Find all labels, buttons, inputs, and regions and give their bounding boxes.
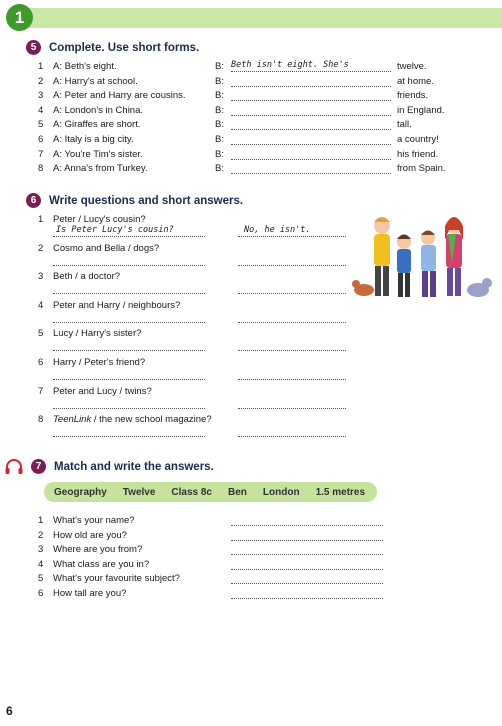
- ex5-item-ending: his friend.: [397, 148, 439, 160]
- ex6-answer-line[interactable]: [238, 312, 346, 323]
- ex6-item-number: 4: [38, 300, 44, 311]
- ex6-item-5: [38, 328, 141, 339]
- ex7-answer-line[interactable]: [231, 543, 383, 555]
- ex5-item-3: [38, 88, 428, 101]
- ex5-item-7: [38, 147, 438, 160]
- ex6-answer-line[interactable]: [238, 283, 346, 294]
- ex7-item-number: 3: [38, 544, 44, 555]
- ex6-question-line[interactable]: [53, 398, 205, 409]
- exercise-7-title: Match and write the answers.: [54, 460, 214, 473]
- ex5-item-8: [38, 161, 446, 174]
- ex5-answer-line[interactable]: [231, 162, 391, 174]
- ex6-item-number: 2: [38, 243, 44, 254]
- word-bank-item: Twelve: [122, 486, 156, 498]
- ex5-b-label: B:: [215, 90, 224, 102]
- ex6-item-number: 3: [38, 271, 44, 282]
- exercise-5-title: Complete. Use short forms.: [49, 41, 200, 54]
- unit-badge: 1: [6, 4, 33, 31]
- ex5-item-prompt: A: Harry's at school.: [53, 75, 138, 87]
- ex5-item-prompt: A: London's in China.: [53, 104, 144, 116]
- ex6-question-line[interactable]: [53, 226, 205, 237]
- ex5-item-1: [38, 59, 427, 72]
- ex6-answer-line[interactable]: [238, 255, 346, 266]
- ex7-item-number: 1: [38, 515, 44, 526]
- ex7-item-question: How tall are you?: [53, 587, 127, 599]
- ex7-item-1: [38, 514, 383, 526]
- ex6-item-prompt: Lucy / Harry's sister?: [53, 328, 142, 339]
- ex5-item-ending: from Spain.: [397, 163, 446, 175]
- ex6-answer-line[interactable]: [238, 398, 346, 409]
- exercise-5-number: 5: [26, 40, 41, 55]
- ex5-item-5: [38, 117, 412, 130]
- ex5-item-number: 1: [38, 61, 44, 72]
- ex7-item-question: How old are you?: [53, 529, 127, 541]
- ex6-item-6: [38, 357, 145, 368]
- ex7-item-5: [38, 572, 383, 584]
- ex5-item-ending: in England.: [397, 104, 445, 116]
- ex5-item-prompt: A: Giraffes are short.: [53, 119, 141, 131]
- ex6-item-prompt: Harry / Peter's friend?: [53, 357, 146, 368]
- ex6-item-prompt: Cosmo and Bella / dogs?: [53, 243, 160, 254]
- ex7-item-2: [38, 529, 383, 541]
- ex6-item-7: [38, 386, 152, 397]
- ex7-item-number: 4: [38, 558, 44, 570]
- ex5-item-ending: friends.: [397, 90, 429, 102]
- ex6-answer-line[interactable]: [238, 340, 346, 351]
- ex6-item-prompt: Peter and Harry / neighbours?: [53, 300, 181, 311]
- ex6-item-3: [38, 271, 120, 282]
- ex6-item-4: [38, 300, 180, 311]
- ex5-item-number: 2: [38, 75, 44, 87]
- ex5-item-number: 7: [38, 148, 44, 160]
- ex5-item-number: 8: [38, 163, 44, 175]
- exercise-5-header: [26, 40, 199, 55]
- ex6-answer-line[interactable]: [238, 426, 346, 437]
- ex6-item-number: 6: [38, 357, 44, 368]
- ex6-question-line[interactable]: [53, 369, 205, 380]
- ex5-item-number: 5: [38, 119, 44, 131]
- ex5-item-ending: at home.: [397, 75, 434, 87]
- word-bank-item: London: [262, 486, 300, 498]
- word-bank: [44, 482, 377, 502]
- ex7-item-3: [38, 543, 383, 555]
- word-bank-item: Geography: [54, 486, 107, 498]
- ex7-item-number: 6: [38, 587, 44, 599]
- ex5-item-6: [38, 132, 439, 145]
- ex5-item-prompt: A: You're Tim's sister.: [53, 148, 143, 160]
- ex6-item-prompt: / the new school magazine?: [91, 414, 212, 425]
- ex5-answer-line[interactable]: [231, 75, 391, 87]
- word-bank-item: Class 8c: [171, 486, 212, 498]
- ex5-answer-line[interactable]: [231, 148, 391, 160]
- ex5-item-2: [38, 74, 434, 87]
- word-bank-item: 1.5 metres: [315, 486, 366, 498]
- exercise-6-header: [26, 193, 243, 208]
- ex5-item-prompt: A: Anna's from Turkey.: [53, 163, 148, 175]
- ex7-item-4: [38, 558, 383, 570]
- ex6-magazine-name: TeenLink: [53, 414, 92, 425]
- ex6-item-prompt: Beth / a doctor?: [53, 271, 121, 282]
- illustration-teenagers-and-dogs: [352, 212, 492, 304]
- ex5-answer-line[interactable]: [231, 104, 391, 116]
- ex5-answer-line[interactable]: Beth isn't eight. She's: [231, 60, 391, 72]
- ex6-item-number: 8: [38, 414, 44, 425]
- ex7-item-6: [38, 587, 383, 599]
- ex6-item-number: 1: [38, 214, 44, 225]
- ex5-item-prompt: A: Italy is a big city.: [53, 134, 134, 145]
- ex6-question-line[interactable]: [53, 426, 205, 437]
- ex5-b-label: B:: [215, 119, 224, 131]
- ex6-item-2: [38, 243, 159, 254]
- ex6-item-prompt: Peter / Lucy's cousin?: [53, 214, 146, 225]
- ex7-answer-line[interactable]: [231, 587, 383, 599]
- ex6-item-prompt: Peter and Lucy / twins?: [53, 386, 152, 397]
- ex6-question-line[interactable]: [53, 283, 205, 294]
- ex5-b-label: B:: [215, 148, 224, 160]
- ex7-answer-line[interactable]: [231, 514, 383, 526]
- ex5-b-label: B:: [215, 134, 224, 145]
- ex5-item-prompt: A: Beth's eight.: [53, 61, 117, 72]
- ex7-item-question: What class are you in?: [53, 558, 150, 570]
- ex6-item-number: 7: [38, 386, 44, 397]
- ex7-answer-line[interactable]: [231, 558, 383, 570]
- ex6-example-question: Is Peter Lucy's cousin?: [56, 225, 174, 235]
- ex5-answer-line[interactable]: [231, 89, 391, 101]
- exercise-6-title: Write questions and short answers.: [49, 194, 244, 207]
- ex6-answer-line[interactable]: [238, 226, 346, 237]
- ex7-item-number: 5: [38, 573, 44, 584]
- ex6-item-8: [38, 414, 212, 425]
- ex6-example-answer: No, he isn't.: [244, 225, 311, 235]
- ex7-item-question: What's your favourite subject?: [53, 573, 180, 584]
- ex5-item-ending: tall.: [397, 119, 412, 131]
- ex6-item-1: [38, 214, 146, 225]
- ex5-b-label: B:: [215, 61, 224, 72]
- ex5-item-ending: twelve.: [397, 61, 427, 72]
- headphones-icon[interactable]: [5, 459, 23, 474]
- ex5-answer-line[interactable]: [231, 118, 391, 130]
- page-number: 6: [6, 704, 13, 718]
- ex5-b-label: B:: [215, 75, 224, 87]
- ex5-item-number: 4: [38, 104, 44, 116]
- ex5-item-prompt: A: Peter and Harry are cousins.: [53, 90, 186, 102]
- ex6-item-number: 5: [38, 328, 44, 339]
- word-bank-item: Ben: [228, 486, 247, 498]
- ex5-answer-line[interactable]: [231, 133, 391, 145]
- ex7-item-question: What's your name?: [53, 515, 135, 526]
- header-bar: [27, 8, 502, 28]
- ex6-answer-line[interactable]: [238, 369, 346, 380]
- ex7-answer-line[interactable]: [231, 529, 383, 541]
- exercise-7-number: 7: [31, 459, 46, 474]
- ex5-item-number: 3: [38, 90, 44, 102]
- exercise-6-number: 6: [26, 193, 41, 208]
- ex5-item-4: [38, 103, 445, 116]
- ex5-item-number: 6: [38, 134, 44, 145]
- ex6-question-line[interactable]: [53, 312, 205, 323]
- ex7-item-number: 2: [38, 529, 44, 541]
- exercise-7-header: [5, 459, 214, 474]
- ex5-b-label: B:: [215, 163, 224, 175]
- ex5-item-ending: a country!: [397, 134, 439, 145]
- ex6-question-line[interactable]: [53, 340, 205, 351]
- ex7-item-question: Where are you from?: [53, 544, 143, 555]
- ex6-question-line[interactable]: [53, 255, 205, 266]
- ex7-answer-line[interactable]: [231, 572, 383, 584]
- ex5-b-label: B:: [215, 104, 224, 116]
